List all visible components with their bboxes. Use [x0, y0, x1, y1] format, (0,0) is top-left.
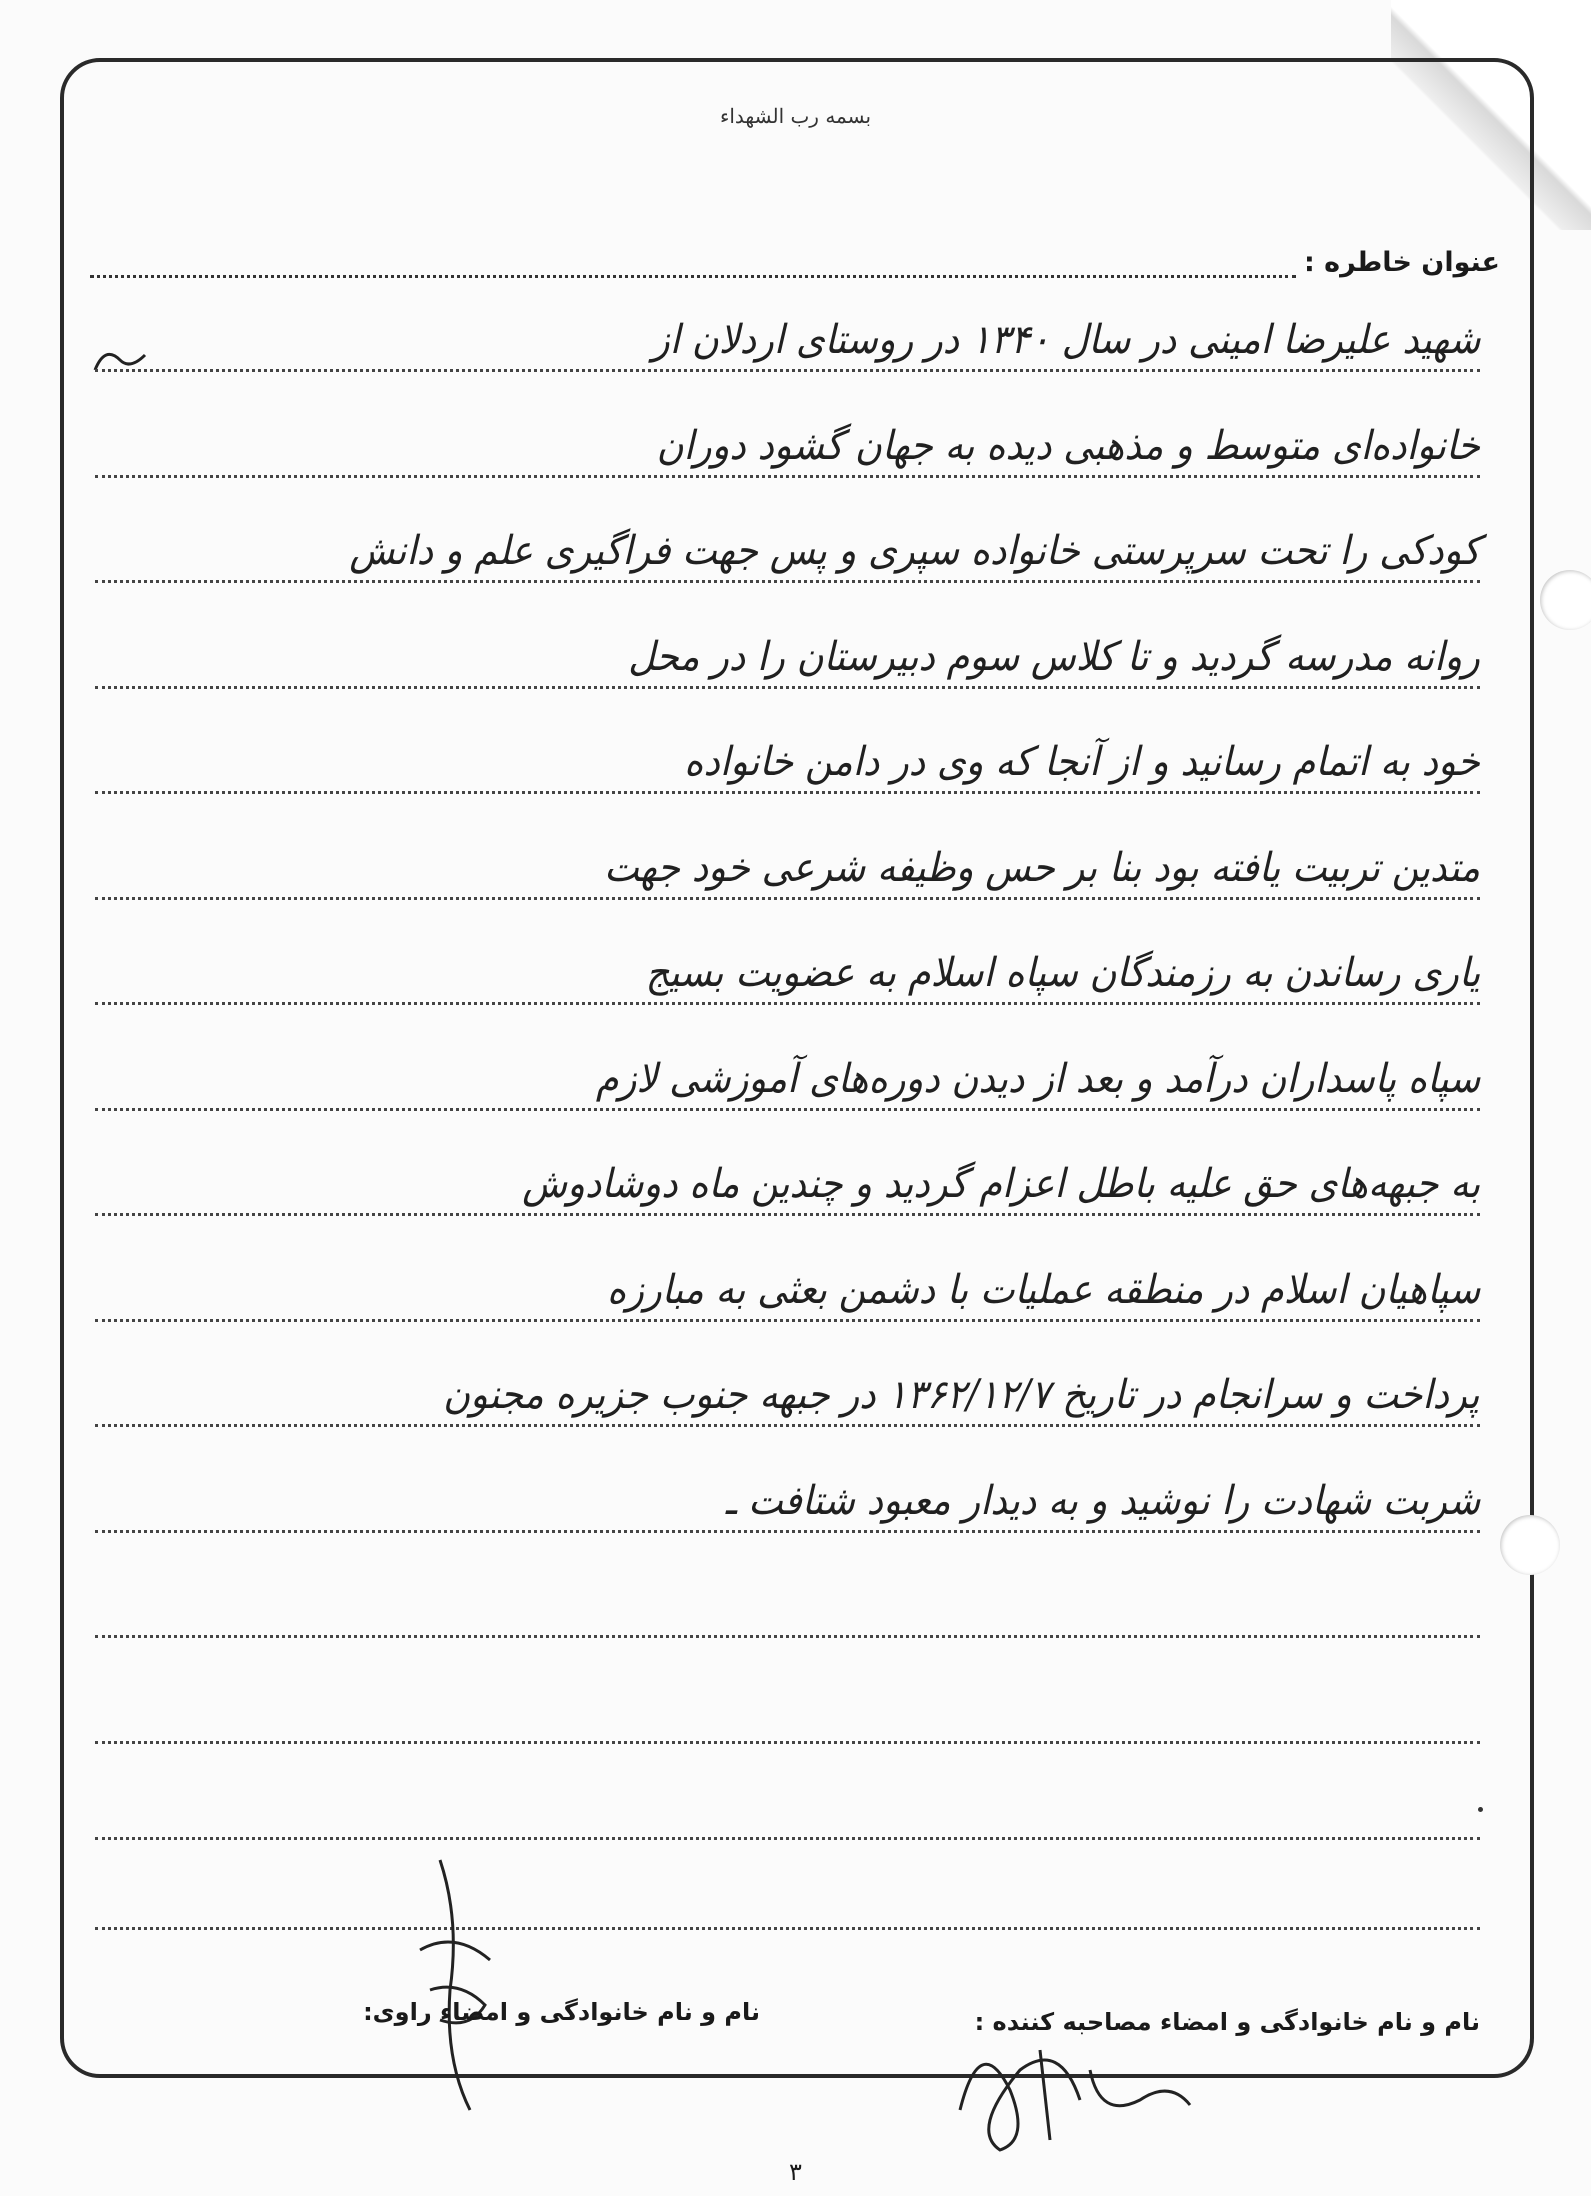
text-line-content: کودکی را تحت سرپرستی خانواده سپری و پس جهت فراگیری علم و دانش	[349, 528, 1480, 574]
signature-row	[100, 1998, 1480, 2048]
text-line-4	[95, 629, 1480, 689]
memoir-title-field	[90, 249, 1296, 278]
text-line-content: پرداخت و سرانجام در تاریخ ۱۳۶۲/۱۲/۷ در جبهه جنوب جزیره مجنون	[443, 1372, 1480, 1418]
text-line-content: روانه مدرسه گردید و تا کلاس سوم دبیرستان را در محل	[628, 634, 1480, 680]
text-line-content: خانواده‌ای متوسط و مذهبی دیده به جهان گشود دوران	[656, 423, 1480, 469]
narrator-signature-label: نام و نام خانوادگی و امضاء راوی:	[363, 1998, 760, 2026]
text-line-2	[95, 418, 1480, 478]
text-line-13	[95, 1578, 1480, 1638]
page-number: ۳	[789, 2158, 802, 2186]
punch-hole-bottom	[1500, 1515, 1560, 1575]
text-line-11	[95, 1367, 1480, 1427]
interviewer-signature-label: نام و نام خانوادگی و امضاء مصاحبه کننده :	[974, 2008, 1480, 2036]
text-line-content: سپاه پاسداران درآمد و بعد از دیدن دوره‌های آموزشی لازم	[595, 1056, 1480, 1102]
text-line-16	[95, 1870, 1480, 1930]
text-line-8	[95, 1051, 1480, 1111]
text-line-15	[95, 1780, 1480, 1840]
narrator-signature-icon	[400, 1830, 520, 2120]
text-line-12	[95, 1473, 1480, 1533]
page-header-basmala: بسمه رب الشهداء	[719, 104, 872, 128]
text-line-content: شهید علیرضا امینی در سال ۱۳۴۰ در روستای اردلان از	[651, 317, 1480, 363]
stray-dot	[1478, 1807, 1483, 1812]
text-line-7	[95, 945, 1480, 1005]
text-line-content: به جبهه‌های حق علیه باطل اعزام گردید و چندین ماه دوشادوش	[522, 1161, 1480, 1207]
text-line-content: خود به اتمام رسانید و از آنجا که وی در دامن خانواده	[684, 739, 1480, 785]
text-line-content: شربت شهادت را نوشید و به دیدار معبود شتافت ـ	[725, 1478, 1480, 1524]
text-line-10	[95, 1262, 1480, 1322]
text-line-3	[95, 523, 1480, 583]
memoir-title-row	[90, 238, 1500, 278]
text-line-content: متدین تربیت یافته بود بنا بر حس وظیفه شرعی خود جهت	[604, 845, 1480, 891]
text-line-1	[95, 312, 1480, 372]
text-line-14	[95, 1684, 1480, 1744]
text-line-6	[95, 840, 1480, 900]
text-line-9	[95, 1156, 1480, 1216]
text-line-5	[95, 734, 1480, 794]
text-line-content: یاری رساندن به رزمندگان سپاه اسلام به عضویت بسیج	[645, 950, 1480, 996]
memoir-title-label: عنوان خاطره :	[1303, 247, 1500, 278]
punch-hole-top	[1540, 570, 1591, 630]
text-line-content: سپاهیان اسلام در منطقه عملیات با دشمن بعثی به مبارزه	[606, 1267, 1480, 1313]
